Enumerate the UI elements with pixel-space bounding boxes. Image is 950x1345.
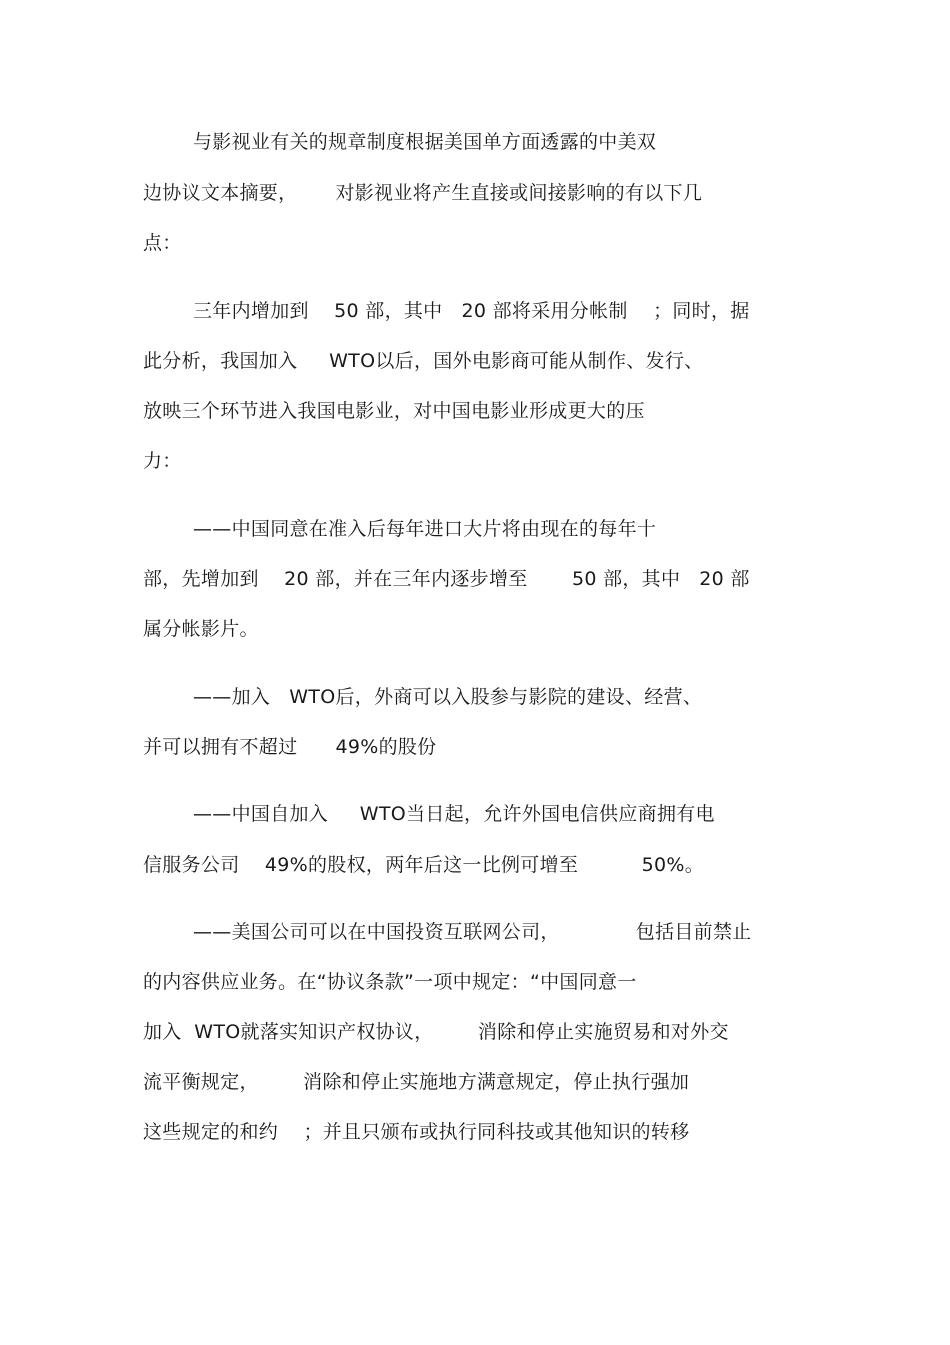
- paragraph-2-line-4: 力：: [143, 450, 182, 472]
- paragraph-3-line-1: ——中国同意在准入后每年进口大片将由现在的每年十: [193, 518, 657, 540]
- paragraph-1-line-1: 与影视业有关的规章制度根据美国单方面透露的中美双: [193, 131, 657, 153]
- paragraph-3-line-3: 属分帐影片。: [143, 618, 259, 640]
- paragraph-6-line-3: 加入 WTO就落实知识产权协议， 消除和停止实施贸易和对外交: [143, 1021, 729, 1043]
- paragraph-6-line-5: 这些规定的和约 ；并且只颁布或执行同科技或其他知识的转移: [143, 1121, 690, 1143]
- paragraph-6-line-2: 的内容供应业务。在“协议条款”一项中规定：“中国同意一: [143, 971, 637, 993]
- paragraph-4-line-2: 并可以拥有不超过 49%的股份: [143, 736, 437, 758]
- paragraph-1-line-3: 点：: [143, 232, 182, 254]
- paragraph-4-line-1: ——加入 WTO后，外商可以入股参与影院的建设、经营、: [193, 686, 703, 708]
- paragraph-1-line-2: 边协议文本摘要， 对影视业将产生直接或间接影响的有以下几: [143, 182, 703, 204]
- paragraph-3-line-2: 部，先增加到 20 部，并在三年内逐步增至 50 部，其中 20 部: [143, 568, 750, 590]
- paragraph-6-line-1: ——美国公司可以在中国投资互联网公司， 包括目前禁止: [193, 921, 752, 943]
- paragraph-5-line-1: ——中国自加入 WTO当日起，允许外国电信供应商拥有电: [193, 803, 715, 825]
- paragraph-2-line-3: 放映三个环节进入我国电影业，对中国电影业形成更大的压: [143, 400, 645, 422]
- paragraph-2-line-2: 此分析，我国加入 WTO以后，国外电影商可能从制作、发行、: [143, 350, 704, 372]
- paragraph-6-line-4: 流平衡规定， 消除和停止实施地方满意规定，停止执行强加: [143, 1071, 690, 1093]
- paragraph-2-line-1: 三年内增加到 50 部，其中 20 部将采用分帐制 ；同时，据: [193, 300, 750, 322]
- paragraph-5-line-2: 信服务公司 49%的股权，两年后这一比例可增至 50%。: [143, 854, 705, 876]
